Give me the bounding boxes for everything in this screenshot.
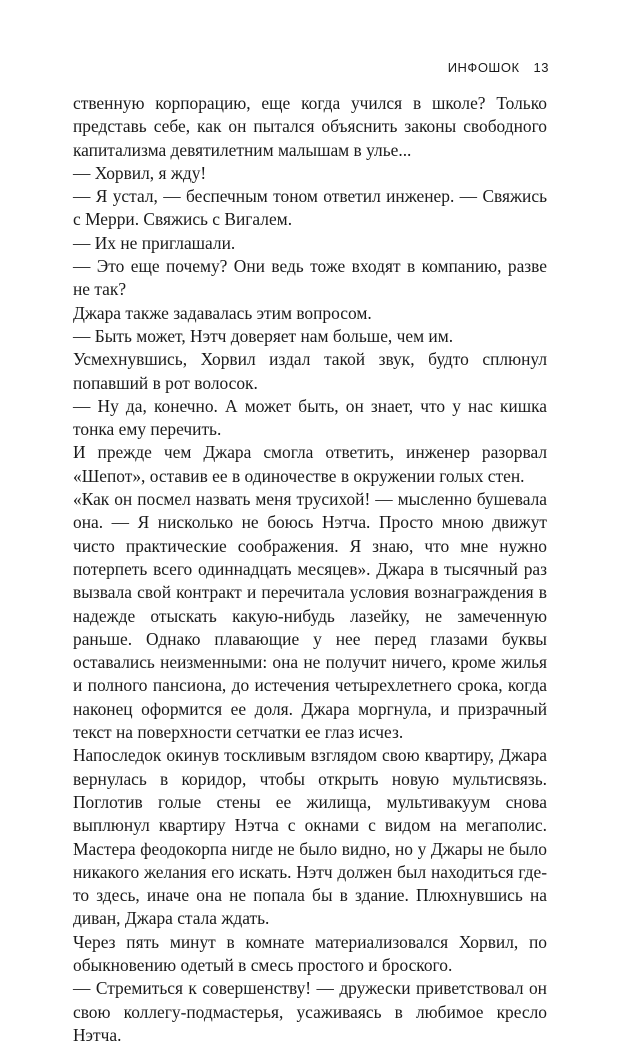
paragraph: — Хорвил, я жду! <box>73 162 207 183</box>
body-text <box>73 92 547 1047</box>
section-title: ИНФОШОК <box>447 60 520 75</box>
paragraph: И прежде чем Джара смогла ответить, инженер разорвал «Шепот», оставив ее в одиночестве в окружении голых стен. <box>73 442 547 486</box>
paragraph: Напоследок окинув тоскливым взглядом свою квартиру, Джара вернулась в коридор, чтобы открыть новую мультисвязь. Поглотив голые стены ее жилища, мультивакуум снова выплюнул квартиру Нэтча с окнами с видом на мегаполис. Мастера феодокорпа нигде не было видно, но у Джары не было никакого желания его искать. Нэтч должен был находиться где-то здесь, иначе она не попала бы в здание. Плюхнувшись на диван, Джара стала ждать. <box>73 745 547 929</box>
paragraph: Через пять минут в комнате материализовался Хорвил, по обыкновению одетый в смесь простого и броского. <box>73 931 547 975</box>
paragraph: — Это еще почему? Они ведь тоже входят в компанию, разве не так? <box>73 256 547 300</box>
paragraph: — Ну да, конечно. А может быть, он знает, что у нас кишка тонка ему перечить. <box>73 395 547 440</box>
paragraph: Усмехнувшись, Хорвил издал такой звук, будто сплюнул попавший в рот волосок. <box>73 349 547 393</box>
paragraph: Джара также задавалась этим вопросом. <box>73 302 372 323</box>
paragraph: — Я устал, — беспечным тоном ответил инженер. — Свяжись с Мерри. Свяжись с Вигалем. <box>73 186 547 230</box>
paragraph: — Быть может, Нэтч доверяет нам больше, чем им. <box>73 325 454 346</box>
paragraph: «Как он посмел назвать меня трусихой! — мысленно бушевала она. — Я нисколько не боюсь Нэтча. Просто мною движут чисто практические соображения. Я знаю, что мне нужно потерпеть всего одиннадцать месяцев». Джара в тысячный раз вызвала свой контракт и перечитала условия вознаграждения в надежде отыскать какую-нибудь лазейку, не замеченную раньше. Однако плавающие у нее перед глазами буквы оставались неизменными: она не получит ничего, кроме жилья и полного пансиона, до истечения четырехлетнего срока, когда наконец оформится ее доля. Джара моргнула, и призрачный текст на поверхности сетчатки ее глаз исчез. <box>73 489 547 743</box>
paragraph: — Их не приглашали. <box>73 232 236 253</box>
paragraph: ственную корпорацию, еще когда учился в школе? Только представь себе, как он пытался объяснить законы свободного капитализма девятилетним малышам в улье... <box>73 93 547 160</box>
page-number: 13 <box>533 60 549 75</box>
running-header <box>448 60 549 75</box>
paragraph: — Стремиться к совершенству! — дружески приветствовал он свою коллегу-подмастерья, усаживаясь в любимое кресло Нэтча. <box>73 978 547 1045</box>
